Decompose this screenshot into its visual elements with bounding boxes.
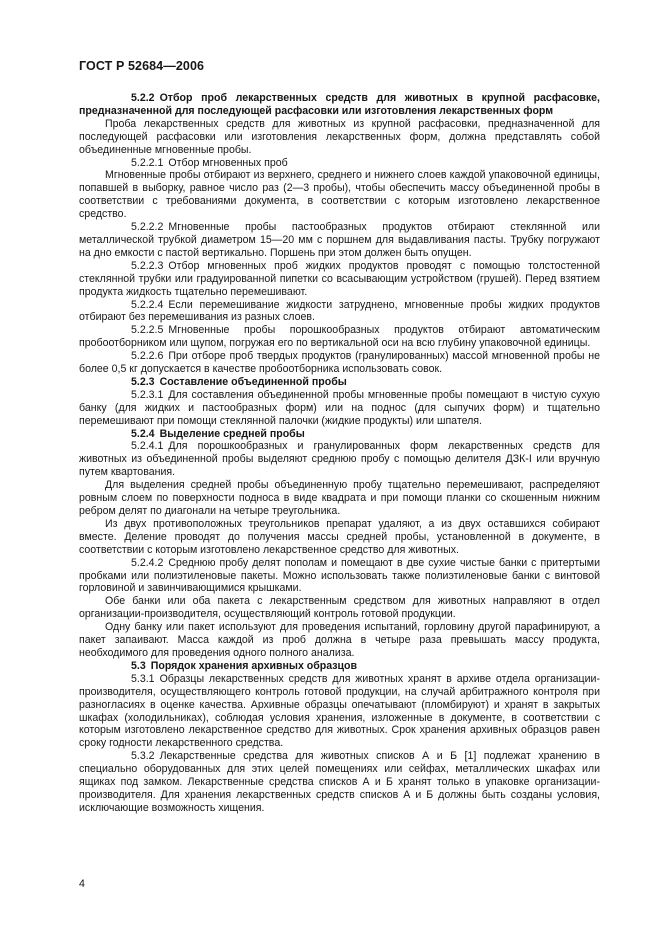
paragraph-text: Для выделения средней пробы объединенную пробу тщательно перемешивают, распределяют ровным слоем по поверхности подноса в виде квадрата и при помощи планки со скошенным нижним ребром делят по диагонали на четыре треугольника. [79,479,600,517]
paragraph-text: Выделение средней пробы [159,427,305,440]
clause-number: 5.2.3.1 [131,388,164,401]
clause-number: 5.2.3 [131,375,155,388]
paragraph [79,260,600,299]
clause-number: 5.2.4 [131,427,155,440]
paragraph [79,440,600,479]
clause-number: 5.2.2.5 [131,324,164,337]
clause-number: 5.2.4.1 [131,440,164,453]
paragraph [79,479,600,518]
clause-number: 5.3.1 [131,672,155,685]
paragraph-text: Образцы лекарственных средств для животных хранят в архиве отдела организации-производителя, осуществляющего контроль готовой продукции, на случай арбитражного контроля при разногласиях в оценке качества. Архивные образцы опечатывают (пломбируют) и хранят в закрытых шкафах (холодильниках), соблюдая условия хранения, изложенные в документе, в соответствии с которым изготовлено лекарственное средство для животных. Срок хранения архивных образцов равен сроку годности лекарственного средства. [79,672,600,750]
section-heading [79,376,600,389]
paragraph-text: Мгновенные пробы порошкообразных продуктов отбирают автоматическим пробоотборником или щупом, погружая его по вертикальной оси на всю глубину упаковочной единицы. [79,324,600,350]
paragraph [79,157,600,170]
paragraph-text: Если перемешивание жидкости затруднено, мгновенные пробы жидких продуктов отбирают без перемешивания из разных слоев. [79,298,600,324]
paragraph [79,324,600,350]
paragraph-text: Для порошкообразных и гранулированных форм лекарственных средств для животных из объединенной пробы выделяют среднюю пробу с помощью делителя ДЗК-I или вручную путем квартования. [79,440,600,479]
paragraph [79,673,600,750]
paragraph [79,299,600,325]
clause-number: 5.3 [131,659,146,672]
clause-number: 5.2.2 [131,92,155,104]
paragraph-text: Из двух противоположных треугольников препарат удаляют, а из двух оставшихся собирают вместе. Деление проводят до получения массы средней пробы, установленной в документе, в соответствии с которым изготовлено лекарственное средство для животных. [79,517,600,556]
section-heading [79,660,600,673]
paragraph-text: Отбор мгновенных проб [168,156,288,169]
paragraph-text: Лекарственные средства для животных списков А и Б [1] подлежат хранению в специально оборудованных для этих целей помещениях или сейфах, металлических шкафах или ящиках под замком. Лекарственные средства списков А и Б хранят только в упаковке организации-производителя. Для хранения лекарственных средств списков А и Б должны быть созданы условия, исключающие возможность хищения. [79,750,600,814]
paragraph-text: Проба лекарственных средств для животных из крупной расфасовки, предназначенной для последующей расфасовки или изготовления лекарственных форм, должна представлять собой объединенные мгновенные пробы. [79,117,600,156]
paragraph-text: Мгновенные пробы пастообразных продуктов отбирают стеклянной или металлической трубкой диаметром 15—20 мм с поршнем для выдавливания пасты. Трубку погружают на дно емкости с пастой вертикально. Поршень при этом должен быть опущен. [79,221,600,259]
clause-number: 5.2.2.6 [131,350,164,363]
clause-number: 5.2.2.3 [131,259,164,272]
paragraph [79,595,600,621]
paragraph-text: Среднюю пробу делят пополам и помещают в две сухие чистые банки с притертыми пробками или полиэтиленовые пакеты. Можно использовать также полиэтиленовые банки с винтовой горловиной и завинчивающимися крышками. [79,556,600,595]
paragraph-text: Отбор мгновенных проб жидких продуктов проводят с помощью толстостенной стеклянной трубки или градуированной пипетки со всасывающим устройством (грушей). Перед взятием продукта жидкость тщательно перемешивают. [79,259,600,298]
paragraph-text: При отборе проб твердых продуктов (гранулированных) массой мгновенной пробы не более 0,5 кг допускается в качестве пробоотборника использовать совок. [79,350,600,376]
paragraph [79,389,600,428]
paragraph [79,518,600,557]
paragraph-text: Составление объединенной пробы [159,375,347,388]
paragraph [79,169,600,221]
clause-number: 5.2.2.2 [131,221,164,234]
paragraph [79,621,600,660]
clause-number: 5.2.4.2 [131,556,164,569]
paragraph-text: Порядок хранения архивных образцов [150,659,358,672]
paragraph [79,750,600,815]
document-body [79,92,600,815]
paragraph-text: Обе банки или оба пакета с лекарственным средством для животных направляют в отдел организации-производителя, осуществляющий контроль готовой продукции. [79,595,600,621]
paragraph-text: Для составления объединенной пробы мгновенные пробы помещают в чистую сухую банку (для жидких и пастообразных форм) или на поднос (для сыпучих форм) и тщательно перемешивают при помощи стеклянной палочки (жидкие продукты) или шпателя. [79,388,600,427]
paragraph [79,221,600,260]
paragraph [79,118,600,157]
paragraph [79,350,600,376]
section-heading [79,428,600,441]
clause-number: 5.3.2 [131,750,155,763]
paragraph-text: Одну банку или пакет используют для проведения испытаний, горловину другой парафинируют, а пакет запаивают. Масса каждой из проб должна в четыре раза превышать массу продукта, необходимого для проведения одного полного анализа. [79,621,600,659]
paragraph [79,557,600,596]
paragraph-text: Мгновенные пробы отбирают из верхнего, среднего и нижнего слоев каждой упаковочной единицы, попавшей в выборку, равное число раз (2—3 пробы), чтобы обеспечить массу объединенной пробы в соответствии с требованиями документа, в соответствии с которым изготовлено лекарственное средство. [79,169,600,221]
clause-number: 5.2.2.1 [131,156,164,169]
page-number: 4 [79,878,85,890]
paragraph-text: Отбор проб лекарственных средств для животных в крупной расфасовке, предназначенной для последующей расфасовки или изготовления лекарственных форм [79,92,600,117]
document-header: ГОСТ Р 52684—2006 [79,59,205,73]
clause-number: 5.2.2.4 [131,298,164,311]
section-heading [79,92,600,118]
